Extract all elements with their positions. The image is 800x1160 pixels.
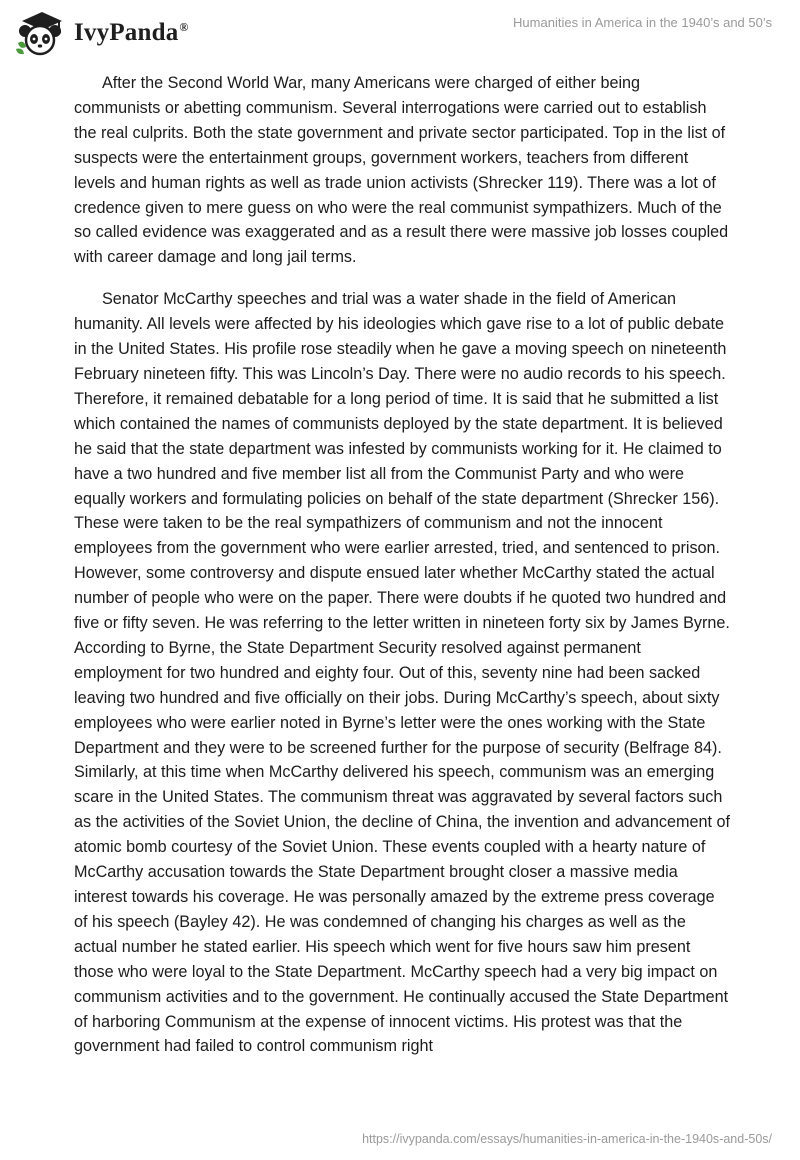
page-header [0,0,800,70]
ivypanda-logo[interactable] [14,8,234,58]
registered-mark: ® [179,19,189,34]
document-title: Humanities in America in the 1940’s and 50’s [513,15,772,30]
panda-graduation-cap-icon [14,9,66,57]
essay-body [74,71,730,1076]
paragraph-2: Senator McCarthy speeches and trial was a water shade in the field of American humanity. All levels were affected by his ideologies which gave rise to a lot of public debate in the United States. His profile rose steadily when he gave a moving speech on nineteenth February nineteen fifty. This was Lincoln’s Day. There were no audio records to his speech. Therefore, it remained debatable for a long period of time. It is said that he submitted a list which contained the names of communists deployed by the state department. It is believed he said that the state department was infested by communists working for it. He claimed to have a two hundred and five member list all from the Communist Party and who were equally workers and formulating policies on behalf of the state department (Shrecker 156). These were taken to be the real sympathizers of communism and not the innocent employees from the government who were earlier arrested, tried, and sentenced to prison. However, some controversy and dispute ensued later whether McCarthy stated the actual number of people who were on the paper. There were doubts if he quoted two hundred and five or fifty seven. He was referring to the letter written in nineteen forty six by James Byrne. According to Byrne, the State Department Security resolved against permanent employment for two hundred and eighty four. Out of this, seventy nine had been sacked leaving two hundred and five officially on their jobs. During McCarthy’s speech, about sixty employees who were earlier noted in Byrne’s letter were the ones working with the State Department and they were to be screened further for the purpose of security (Belfrage 84). Similarly, at this time when McCarthy delivered his speech, communism was an emerging scare in the United States. The communism threat was aggravated by several factors such as the activities of the Soviet Union, the decline of China, the invention and advancement of atomic bomb courtesy of the Soviet Union. These events coupled with a hearty nature of McCarthy accusation towards the State Department brought closer a massive media interest towards his coverage. He was personally amazed by the extreme press coverage of his speech (Bayley 42). He was condemned of changing his charges as well as the actual number he stated earlier. His speech which went for five hours saw him present those who were loyal to the State Department. McCarthy speech had a very big impact on communism activities and to the government. He continually accused the State Department of harboring Communism at the expense of innocent victims. His protest was that the government had failed to control communism right [74,290,731,1056]
brand-name: IvyPanda® [74,19,189,46]
source-url[interactable]: https://ivypanda.com/essays/humanities-in-america-in-the-1940s-and-50s/ [362,1132,772,1146]
paragraph-1: After the Second World War, many Americans were charged of either being communists or abetting communism. Several interrogations were carried out to establish the real culprits. Both the state government and private sector participated. Top in the list of suspects were the entertainment groups, government workers, teachers from different levels and human rights as well as trade union activists (Shrecker 119). There was a lot of credence given to mere guess on who were the real communist sympathizers. Much of the so called evidence was exaggerated and as a result there were massive job losses coupled with career damage and long jail terms. [74,74,729,267]
